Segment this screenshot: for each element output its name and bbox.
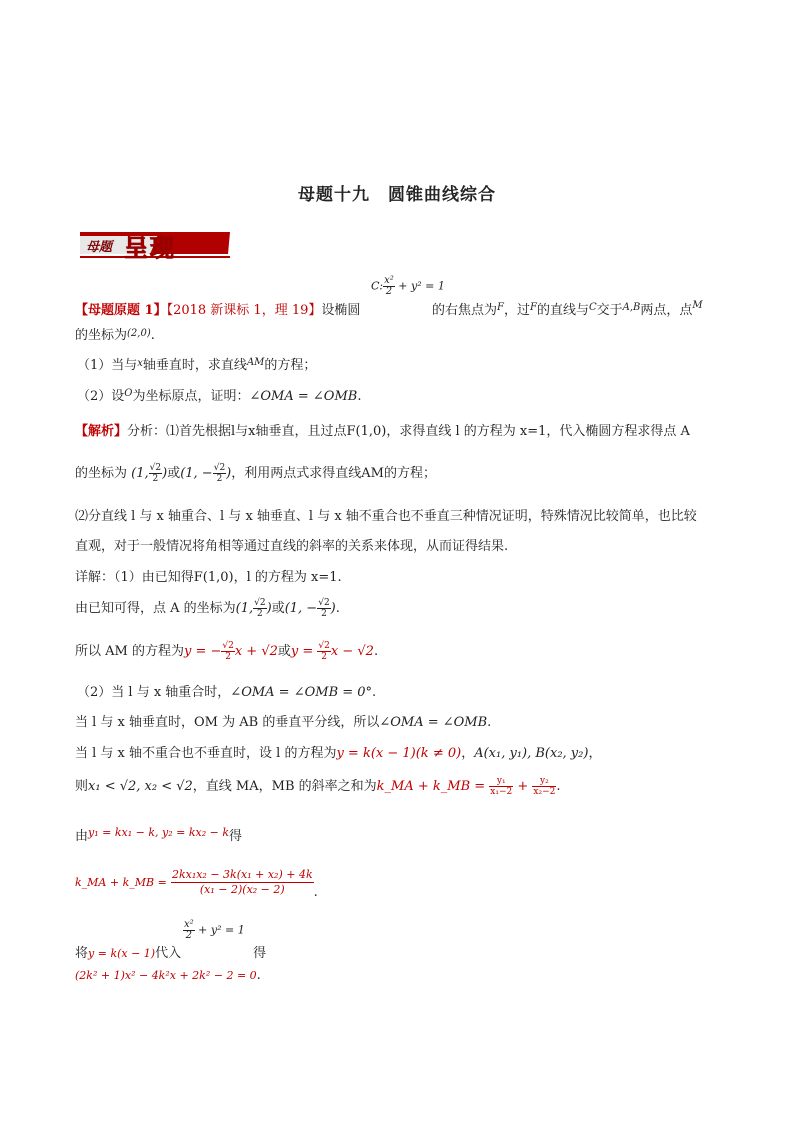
q1-b: 轴垂直时，求直线: [142, 358, 247, 373]
var-f2: F: [529, 302, 537, 313]
detail-7: 则x₁ < √2, x₂ < √2，直线 MA，MB 的斜率之和为k_MA + k_MB = $\frac{\text{y₁}}{\text{x₁−2}}$ + $\frac{\text{y₂}}{\text{x₂−2}}$ .: [75, 776, 561, 797]
text-focus: 的右焦点为: [432, 303, 498, 318]
problem-intro: 设椭圆: [321, 303, 361, 318]
text-through: ，过: [503, 303, 530, 318]
q2-c: .: [357, 389, 362, 404]
detail-6-points: A(x₁, y₁), B(x₂, y₂): [474, 746, 589, 761]
detail-5-eq: ∠OMA = ∠OMB: [379, 715, 488, 730]
ellipse-prefix: C:: [371, 279, 384, 293]
m-coordinate: (2,0): [127, 328, 151, 339]
analysis-2-post: ，利用两点式求得直线AM的方程；: [231, 466, 436, 481]
var-m: M: [692, 300, 703, 311]
detail-10-mid: 代入: [155, 946, 182, 961]
detail-9: [75, 868, 318, 900]
detail-10-ellipse: $\frac{\text{x²}}{2}$ + y² = 1: [184, 919, 245, 941]
question-1: [77, 354, 316, 373]
detail-7-mid: ，直线 MA，MB 的斜率之和为: [192, 779, 377, 794]
question-2: [77, 385, 361, 404]
var-c: C: [588, 302, 597, 313]
q2-o: O: [124, 388, 133, 399]
problem-line-2: [75, 324, 155, 343]
detail-11-post: .: [256, 968, 261, 983]
detail-2: 由已知可得，点 A 的坐标为(1, $\frac{√2}{2}$ )或(1, − $\frac{√2}{2}$ ).: [75, 598, 340, 619]
var-f: F: [497, 302, 504, 313]
q2-a: （2）设: [77, 389, 125, 404]
detail-10-post: 得: [253, 946, 267, 961]
detail-6-post: ，: [588, 746, 602, 761]
detail-4: [77, 681, 376, 700]
detail-7-sum: k_MA + k_MB =: [376, 779, 486, 794]
detail-8: [75, 825, 242, 844]
detail-8-post: 得: [229, 829, 243, 844]
detail-7-eq: x₁ < √2, x₂ < √2: [88, 779, 193, 794]
detail-10-eq: y = k(x − 1): [88, 947, 156, 960]
detail-4-post: .: [372, 685, 377, 700]
page-title: 母题十九 圆锥曲线综合: [298, 185, 496, 205]
detail-5: [75, 711, 491, 730]
detail-4-eq: ∠OMA = ∠OMB = 0°: [230, 685, 373, 700]
var-ab: A,B: [622, 302, 641, 313]
detail-1: 详解：（1）由已知得F(1,0)，l 的方程为 x=1.: [75, 570, 342, 585]
detail-8-pre: 由: [75, 829, 89, 844]
detail-9-denominator: (x₁ − 2)(x₂ − 2): [199, 883, 285, 896]
text-period: .: [150, 328, 155, 343]
ellipse-rest: + y² = 1: [394, 279, 445, 293]
analysis-2-or: 或: [167, 466, 181, 481]
q1-c: 的方程；: [264, 358, 317, 373]
detail-7-post: .: [556, 779, 561, 794]
analysis-text-1: 分析：⑴首先根据l与x轴垂直，且过点F(1,0)，求得直线 l 的方程为 x=1，代入椭圆方程求得点 A: [127, 424, 690, 439]
detail-10: [75, 942, 266, 961]
detail-3: 所以 AM 的方程为y = − $\frac{√2}{2}$ x + √2或y = $\frac{√2}{2}$ x − √2.: [75, 641, 379, 662]
detail-11: [75, 968, 261, 983]
detail-7-pre: 则: [75, 779, 89, 794]
detail-2-pre: 由已知可得，点 A 的坐标为: [75, 601, 236, 616]
problem-tag: 【母题原题 1】: [75, 303, 167, 318]
detail-3-pre: 所以 AM 的方程为: [75, 644, 184, 659]
q1-am: AM: [246, 357, 265, 368]
banner-left-text: 母题: [86, 240, 113, 255]
q1-x: x: [137, 358, 143, 369]
detail-9-lhs: k_MA + k_MB =: [75, 876, 167, 889]
text-coord-of: 的坐标为: [75, 328, 128, 343]
problem-line-1: [75, 299, 360, 318]
detail-9-numerator: 2kx₁x₂ − 3k(x₁ + x₂) + 4k: [171, 868, 313, 881]
detail-6: [75, 742, 601, 761]
solution-tag: 【解析】: [75, 424, 128, 439]
q1-a: （1）当与: [77, 358, 138, 373]
analysis-2-pre: 的坐标为: [75, 466, 128, 481]
ellipse-equation: C: $\frac{\text{x²}}{2}$ + y² = 1: [371, 275, 445, 297]
detail-8-eq: y₁ = kx₁ − k, y₂ = kx₂ − k: [88, 826, 229, 839]
detail-6-mid: ，: [461, 746, 475, 761]
detail-9-post: .: [313, 885, 318, 900]
detail-4-pre: （2）当 l 与 x 轴重合时，: [77, 685, 231, 700]
solution-analysis-4: 直观，对于一般情况将角相等通过直线的斜率的关系来体现，从而证得结果.: [75, 539, 509, 554]
problem-source: 【2018 新课标 1，理 19】: [166, 303, 322, 318]
text-points: 两点，点: [640, 303, 693, 318]
section-banner: [80, 228, 230, 262]
solution-analysis-3: ⑵分直线 l 与 x 轴重合、l 与 x 轴垂直、l 与 x 轴不重合也不垂直三种情况证明，特殊情况比较简单，也比较: [75, 509, 697, 524]
text-line: 的直线与: [536, 303, 589, 318]
detail-5-pre: 当 l 与 x 轴垂直时，OM 为 AB 的垂直平分线，所以: [75, 715, 380, 730]
detail-6-eq: y = k(x − 1)(k ≠ 0): [336, 746, 462, 761]
q2-equation: ∠OMA = ∠OMB: [249, 389, 358, 404]
q2-b: 为坐标原点，证明：: [132, 389, 250, 404]
detail-3-post: .: [373, 644, 379, 659]
solution-analysis-1: [75, 420, 690, 439]
solution-analysis-2: 的坐标为 (1, $\frac{√2}{2}$ )或(1, − $\frac{√2}{2}$ )，利用两点式求得直线AM的方程；: [75, 463, 436, 484]
problem-line-1-rest: [432, 299, 703, 318]
detail-6-pre: 当 l 与 x 轴不重合也不垂直时，设 l 的方程为: [75, 746, 337, 761]
detail-3-or: 或: [277, 644, 291, 659]
detail-10-pre: 将: [75, 946, 89, 961]
detail-11-eq: (2k² + 1)x² − 4k²x + 2k² − 2 = 0: [75, 969, 257, 982]
text-intersect: 交于: [596, 303, 623, 318]
banner-right-text: 呈现: [124, 234, 176, 262]
detail-5-post: .: [487, 715, 492, 730]
